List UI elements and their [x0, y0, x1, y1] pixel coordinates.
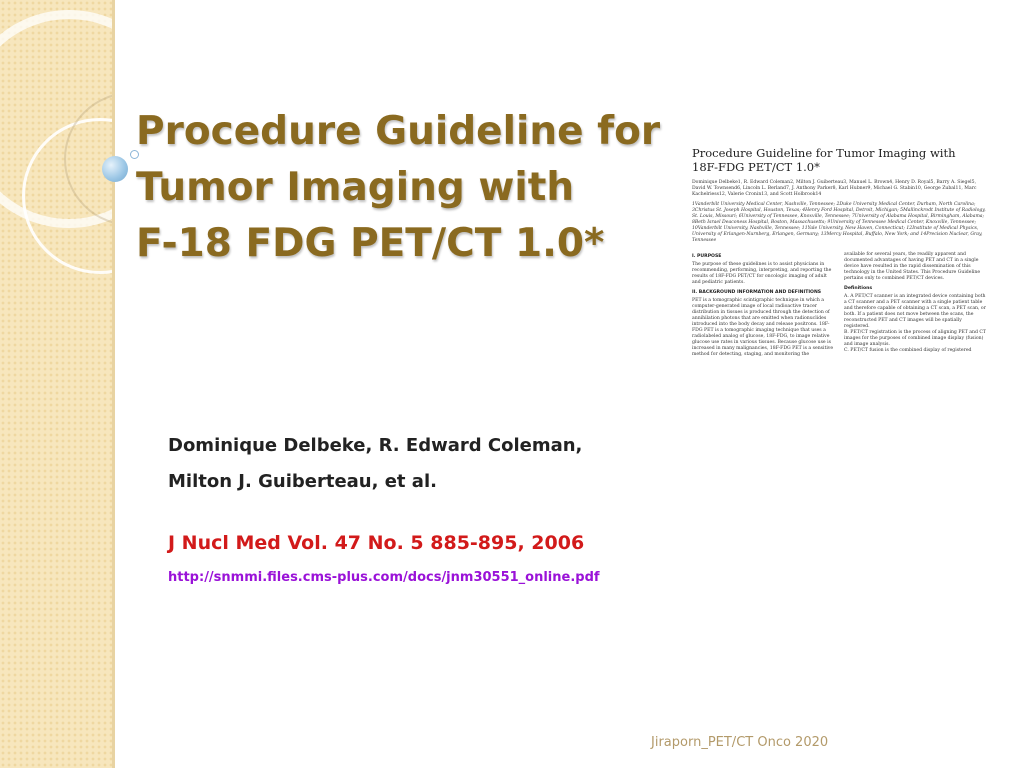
paper-right-text: available for several years, the readily apparent and documented advantages of having PET and CT in a single device have resulted in the rapid dissemination of this technology in the United States. This Procedure Guideline pertains only to combined PET/CT devices. [844, 252, 981, 281]
paper-url-link[interactable]: http://snmmi.files.cms-plus.com/docs/jnm30551_online.pdf [168, 570, 600, 585]
authors-line: Dominique Delbeke, R. Edward Coleman, [168, 435, 583, 456]
journal-citation: J Nucl Med Vol. 47 No. 5 885-895, 2006 [168, 532, 585, 554]
paper-definitions-list [844, 294, 988, 354]
authors-line: Milton J. Guiberteau, et al. [168, 471, 437, 492]
paper-excerpt-image [688, 140, 992, 392]
paper-background-text: PET is a tomographic scintigraphic technique in which a computer-generated image of local radioactive tracer distribution in tissues is produced through the detection of annihilation photons that are emitted when radionuclides introduced into the body decay and release positrons. 18F-FDG PET is a tomographic imaging technique that uses a radiolabeled analog of glucose, 18F-FDG, to image relative glucose use rates in various tissues. Because glucose use is increased in many malignancies, 18F-FDG PET is a sensitive method for detecting, staging, and monitoring the [692, 298, 834, 357]
slide-title: Procedure Guideline for Tumor Imaging with F-18 FDG PET/CT 1.0* [136, 109, 661, 266]
paper-definitions-heading: Definitions [844, 286, 873, 291]
paper-purpose-text: The purpose of these guidelines is to assist physicians in recommending, performing, interpreting, and reporting the results of 18F-FDG PET/CT for oncologic imaging of adult and pediatric patients. [692, 262, 832, 285]
sidebar-edge [112, 0, 115, 768]
paper-affiliations: 1Vanderbilt University Medical Center, Nashville, Tennessee; 2Duke University Medical Center, Durham, North Carolina; 3Christus St. Joseph Hospital, Houston, Texas; 4Henry Ford Hospital, Detroit, Michigan; 5Mallinckrodt Institute of Radiology, St. Louis, Missouri; 6University of Tennessee, Knoxville, Tennessee; 7University of Alabama Hospital, Birmingham, Alabama; 8Beth Israel Deaconess Hospital, Boston, Massachusetts; 9University of Tennessee Medical Center, Knoxville, Tennessee; 10Vanderbilt University, Nashville, Tennessee; 11Yale University, New Haven, Connecticut; 12Institute of Medical Physics, University of Erlangen-Nurnberg, Erlangen, Germany; 13Mercy Hospital, Buffalo, New York; and 14Precision Nuclear, Gray, Tennessee [692, 202, 986, 243]
paper-columns [692, 250, 988, 358]
paper-left-column [692, 250, 836, 358]
paper-title: Procedure Guideline for Tumor Imaging with 18F-FDG PET/CT 1.0* [692, 146, 956, 174]
paper-definition-item: C. PET/CT fusion is the combined display of registered [844, 348, 972, 353]
paper-right-column [844, 250, 988, 358]
paper-background-heading: II. BACKGROUND INFORMATION AND DEFINITIONS [692, 290, 822, 295]
paper-definition-item: A. A PET/CT scanner is an integrated device containing both a CT scanner and a PET scanner with a single patient table and therefore capable of obtaining a CT scan, a PET scan, or both. If a patient does not move between the scans, the reconstructed PET and CT images will be spatially registered. [844, 294, 986, 329]
slide-authors [168, 428, 688, 500]
paper-authors: Dominique Delbeke1, R. Edward Coleman2, Milton J. Guiberteau3, Manuel L. Brown4, Henry D. Royal5, Barry A. Siegel5, David W. Townsend6, Lincoln L. Berland7, J. Anthony Parker8, Karl Hubner9, Michael G. Stabin10, George Zubal11, Marc Kachelriess12, Valerie Cronin13, and Scott Holbrook14 [692, 180, 977, 197]
decorative-sidebar [0, 0, 112, 768]
decorative-bubble-icon [102, 156, 128, 182]
slide-footer: Jiraporn_PET/CT Onco 2020 [651, 735, 829, 750]
paper-definition-item: B. PET/CT registration is the process of aligning PET and CT images for the purposes of combined image display (fusion) and image analysis. [844, 330, 986, 347]
paper-purpose-heading: I. PURPOSE [692, 254, 722, 259]
